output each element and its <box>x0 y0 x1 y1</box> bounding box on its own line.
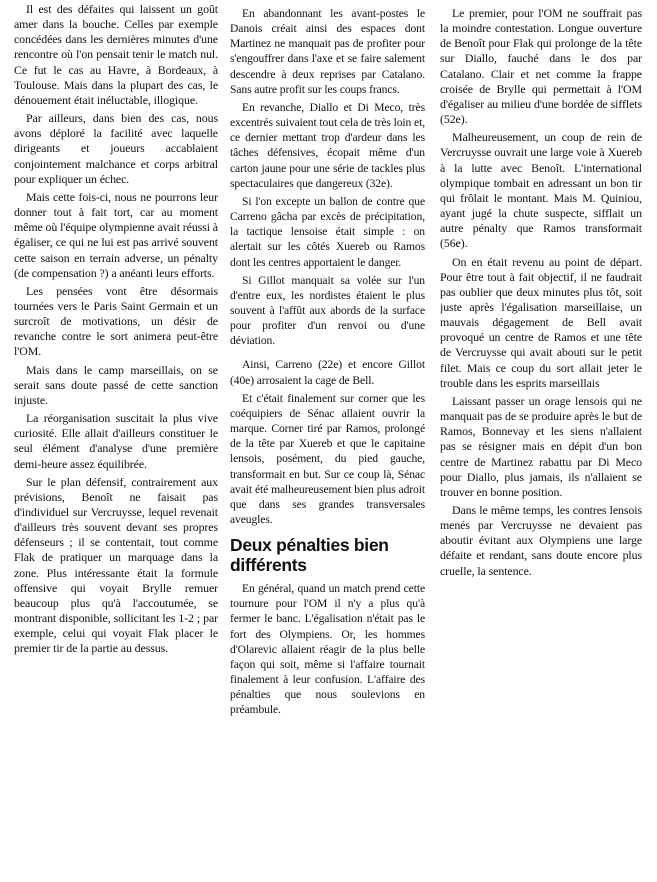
paragraph: En revanche, Diallo et Di Meco, très excentrés suivaient tout cela de très loin et, ce dernier mettant trop d'ardeur dans les tâches défensives, écopait même d'un carton jaune pour une série de tackles plus spectaculaires que dangereux (32e). <box>230 100 425 190</box>
paragraph: Par ailleurs, dans bien des cas, nous avons déploré la facilité avec laquelle dirigeants et joueurs accablaient conjointement malchance et corps arbitral pour expliquer un échec. <box>14 111 218 186</box>
paragraph: Malheureusement, un coup de rein de Vercruysse ouvrait une large voie à Xuereb à la lutte avec Benoît. L'international olympique tombait en adressant un bon tir qui frôlait le montant. Mais M. Quiniou, ayant jugé la chute suspecte, sifflait un autre pénalty que Ramos transformait (56e). <box>440 130 642 251</box>
paragraph: Mais cette fois-ci, nous ne pourrons leur donner tout à fait tort, car au moment même où l'équipe olympienne avait réussi à égaliser, ce qui ne lui est pas arrivé souvent cette saison en terrain adverse, un pénalty (de compensation ?) a anéanti leurs efforts. <box>14 189 218 280</box>
paragraph: Dans le même temps, les contres lensois menés par Vercruysse ne devaient pas aboutir évitant aux Olympiens une large défaite et rendant, sans doute encore plus cruelle, la sentence. <box>440 503 642 578</box>
paragraph: En abandonnant les avant-postes le Danois créait ainsi des espaces dont Martinez ne manquait pas de profiter pour s'engouffrer dans l'axe et se faire salement descendre à deux reprises par Catalano. Sans autre profit sur les coups francs. <box>230 7 425 96</box>
paragraph: Si Gillot manquait sa volée sur l'un d'entre eux, les nordistes étaient le plus souvent à l'affût aux abords de la surface pour profiter d'un renvoi ou d'une déviation. <box>230 273 425 348</box>
paragraph: Sur le plan défensif, contrairement aux prévisions, Benoît ne faisait pas d'individuel sur Vercruysse, lequel revenait d'ailleurs très souvent devant ses propres défenseurs ; il se contentait, tout comme Flak de pratiquer un marquage dans la zone. Plus intéressante était la formule offensive qui voyait Brylle remuer beaucoup plus qu'à l'accoutumée, se montrant disponible, sollicitant les 1-2 ; par exemple, celui qui voyait Flak placer le premier tir de la partie au dessus. <box>14 474 218 656</box>
paragraph: En général, quand un match prend cette tournure pour l'OM il n'y a plus qu'à fermer le banc. L'égalisation n'était pas le fort des Olympiens. Or, les hommes d'Olarevic allaient réagir de la plus belle façon qui soit, même si l'affaire tournait finalement à leur confusion. L'affaire des pénalties que nous soulevions en préambule. <box>230 582 425 717</box>
article-column-3 <box>440 6 642 731</box>
paragraph: La réorganisation suscitait la plus vive curiosité. Elle allait d'ailleurs constituer le seul élément d'analyse d'une première demi-heure assez équilibrée. <box>14 411 218 471</box>
paragraph: Et c'était finalement sur corner que les coéquipiers de Sénac allaient ouvrir la marque. Corner tiré par Ramos, prolongé de la tête par Xuereb et que le capitaine lensois, posément, du pied gauche, transformait en but. Sur ce coup là, Sénac avait été malheureusement bien plus adroit que dans ses grandes transversales aveugles. <box>230 391 425 526</box>
paragraph: Si l'on excepte un ballon de contre que Carreno gâcha par excès de précipitation, la tactique lensoise était simple : on alertait sur les côtés Xuereb ou Ramos dont les centres apportaient le danger. <box>230 194 425 269</box>
paragraph: Laissant passer un orage lensois qui ne manquait pas de se produire après le but de Ramos, Bonnevay et les siens n'allaient pas se résigner mais en dépit d'un bon centre de Martinez rabattu par Di Meco pour Diallo, plus jamais, ils n'allaient se trouver en bonne position. <box>440 393 642 499</box>
paragraph: Il est des défaites qui laissent un goût amer dans la bouche. Celles par exemple concédées dans les dernières minutes d'une rencontre où l'on pensait tenir le match nul. Ce fut le cas au Havre, à Bordeaux, à Toulouse. Mais dans la plupart des cas, le dénouement était inéluctable, illogique. <box>14 2 218 107</box>
paragraph: On en était revenu au point de départ. Pour être tout à fait objectif, il ne faudrait pas oublier que deux minutes plus tôt, soit juste après l'égalisation marseillaise, un mauvais dégagement de Bell avait provoqué un centre de Ramos et une tête de Vercruysse qui avait abouti sur le petit filet. Mais ce coup du sort allait jeter le trouble dans les esprits marseillais <box>440 254 642 390</box>
article-column-2 <box>230 6 425 876</box>
paragraph: Les pensées vont être désormais tournées vers le Paris Saint Germain et un surcroît de motivations, un désir de revanche contre le sort animera peut-être l'OM. <box>14 283 218 359</box>
paragraph: Mais dans le camp marseillais, on se serait sans doute passé de cette sanction injuste. <box>14 362 218 407</box>
paragraph: Ainsi, Carreno (22e) et encore Gillot (40e) arrosaient la cage de Bell. <box>230 358 425 387</box>
paragraph: Le premier, pour l'OM ne souffrait pas la moindre contestation. Longue ouverture de Benoît pour Flak qui prolonge de la tête sur Diallo, fauché dans le dos par Catalano. Clair et net comme la frappe croisée de Brylle qui permettait à l'OM d'égaliser au milieu d'une bordée de sifflets (52e). <box>440 6 642 127</box>
section-subheading: Deux pénalties bien différents <box>230 535 389 576</box>
article-column-1 <box>14 2 218 882</box>
